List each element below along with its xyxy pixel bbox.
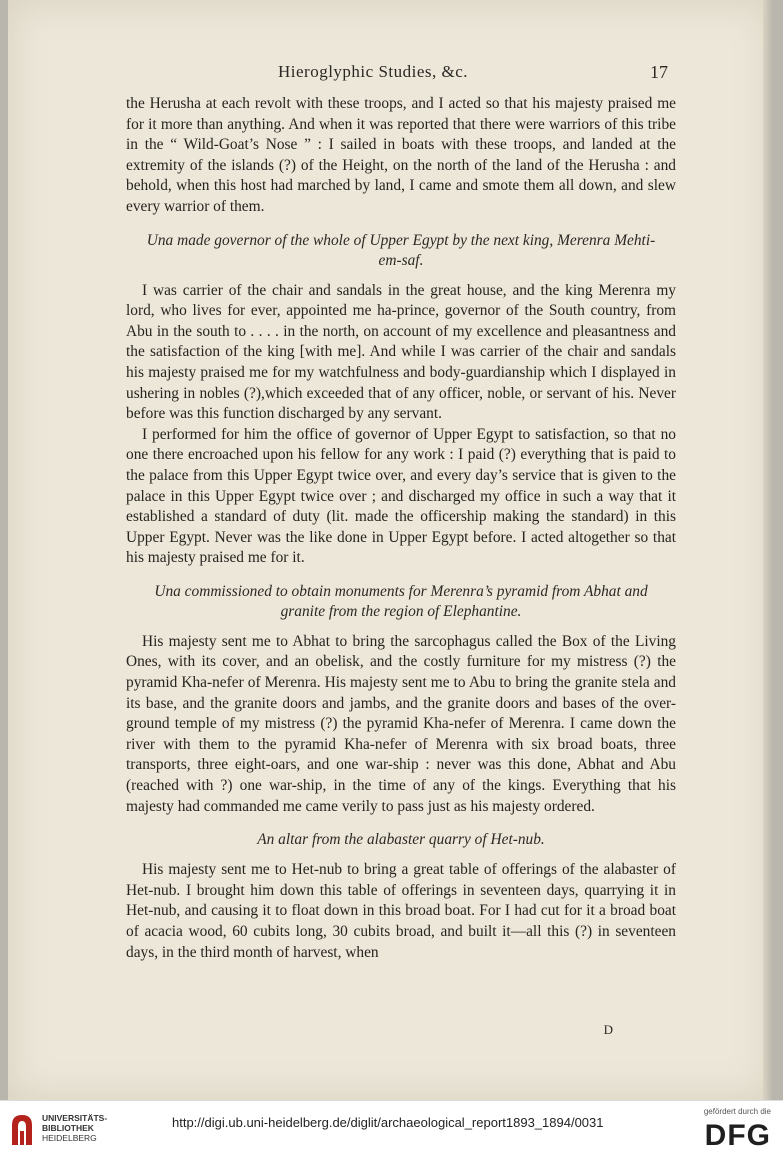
signature-mark: D <box>603 1022 613 1037</box>
running-head <box>118 62 668 86</box>
paragraph: the Herusha at each revolt with these troops, and I acted so that his majesty praised me for it more than anything. And when it was reported that there were warriors of this tribe in the “ Wild-Goat’s Nose ” : I sailed in boats with these troops, and landed at the extremity of the islands (?) of the Height, on the north of the land of the Herusha : and behold, when this host had marched by land, I came and smote them all down, and slew every warrior of them. <box>126 95 676 215</box>
section-heading: An altar from the alabaster quarry of Het-nub. <box>257 831 545 849</box>
page-number: 17 <box>650 62 668 82</box>
paragraph: His majesty sent me to Abhat to bring the sarcophagus called the Box of the Living Ones, with its cover, and an obelisk, and the costly furniture for my mistress (?) the pyramid Kha-nefer of Merenra. His majesty sent me to Abu to bring the granite stela and its base, and the granite doors and jambs, and the granite doors and bases of the over-ground temple of my mistress (?) the pyramid Kha-nefer of Merenra. I came down the river with them to the pyramid Kha-nefer of Merenra with six broad boats, three transports, three eight-oars, and one war-ship : never was this done, Abhat and Abu (reached with ?) one war-ship, in the time of any of the kings. Everything that his majesty had commanded me came verily to pass just as his majesty ordered. <box>126 632 676 815</box>
dfg-logo: DFG <box>704 1119 771 1152</box>
scanned-page <box>8 0 773 1100</box>
running-title: Hieroglyphic Studies, &c. <box>278 62 469 81</box>
paragraph: I performed for him the office of governor of Upper Egypt to satisfaction, so that no one there encroached upon his fellow for any work : I paid (?) everything that is paid to the palace from this Upper Egypt twice over, and every day’s service that is given to the palace in this Upper Egypt twice over ; and discharged my office in such a way that it established a standard of duty (lit. made the officership making the standard) in this Upper Egypt. Never was the like done in Upper Egypt before. I acted altogether so that his majesty praised me for it. <box>126 425 676 567</box>
section-heading: Una made governor of the whole of Upper Egypt by the next king, Merenra Mehti-em-saf. <box>146 231 656 269</box>
institution-name: UNIVERSITÄTS- BIBLIOTHEK HEIDELBERG <box>42 1113 108 1143</box>
funded-by-label: gefördert durch die <box>703 1107 771 1116</box>
section-heading: Una commissioned to obtain monuments for Merenra’s pyramid from Abhat and granite from the region of Elephantine. <box>154 582 648 620</box>
permalink[interactable]: http://digi.ub.uni-heidelberg.de/diglit/archaeological_report1893_1894/0031 <box>172 1115 604 1130</box>
footer-bar <box>0 1100 783 1159</box>
body-text <box>126 94 676 963</box>
paragraph: His majesty sent me to Het-nub to bring a great table of offerings of the alabaster of Het-nub. I brought him down this table of offerings in seventeen days, quarrying it in Het-nub, and causing it to float down in this broad boat. For I had cut for it a broad boat of acacia wood, 60 cubits long, 30 cubits broad, and built it—all this (?) in seventeen days, in the third month of harvest, when <box>126 861 676 961</box>
paragraph: I was carrier of the chair and sandals in the great house, and the king Merenra my lord, who lives for ever, appointed me ha-prince, governor of the South country, from Abu in the south to . . . . in the north, on account of my excellence and pleasantness and the satisfaction of the king [with me]. And while I was carrier of the chair and sandals his majesty praised me for my watchfulness and body-guardianship which I displayed in ushering in nobles (?),which exceeded that of any officer, noble, or servant of his. Never before was this function discharged by any servant. <box>126 281 676 423</box>
page-edge <box>763 0 773 1100</box>
university-logo-icon <box>8 1111 36 1147</box>
